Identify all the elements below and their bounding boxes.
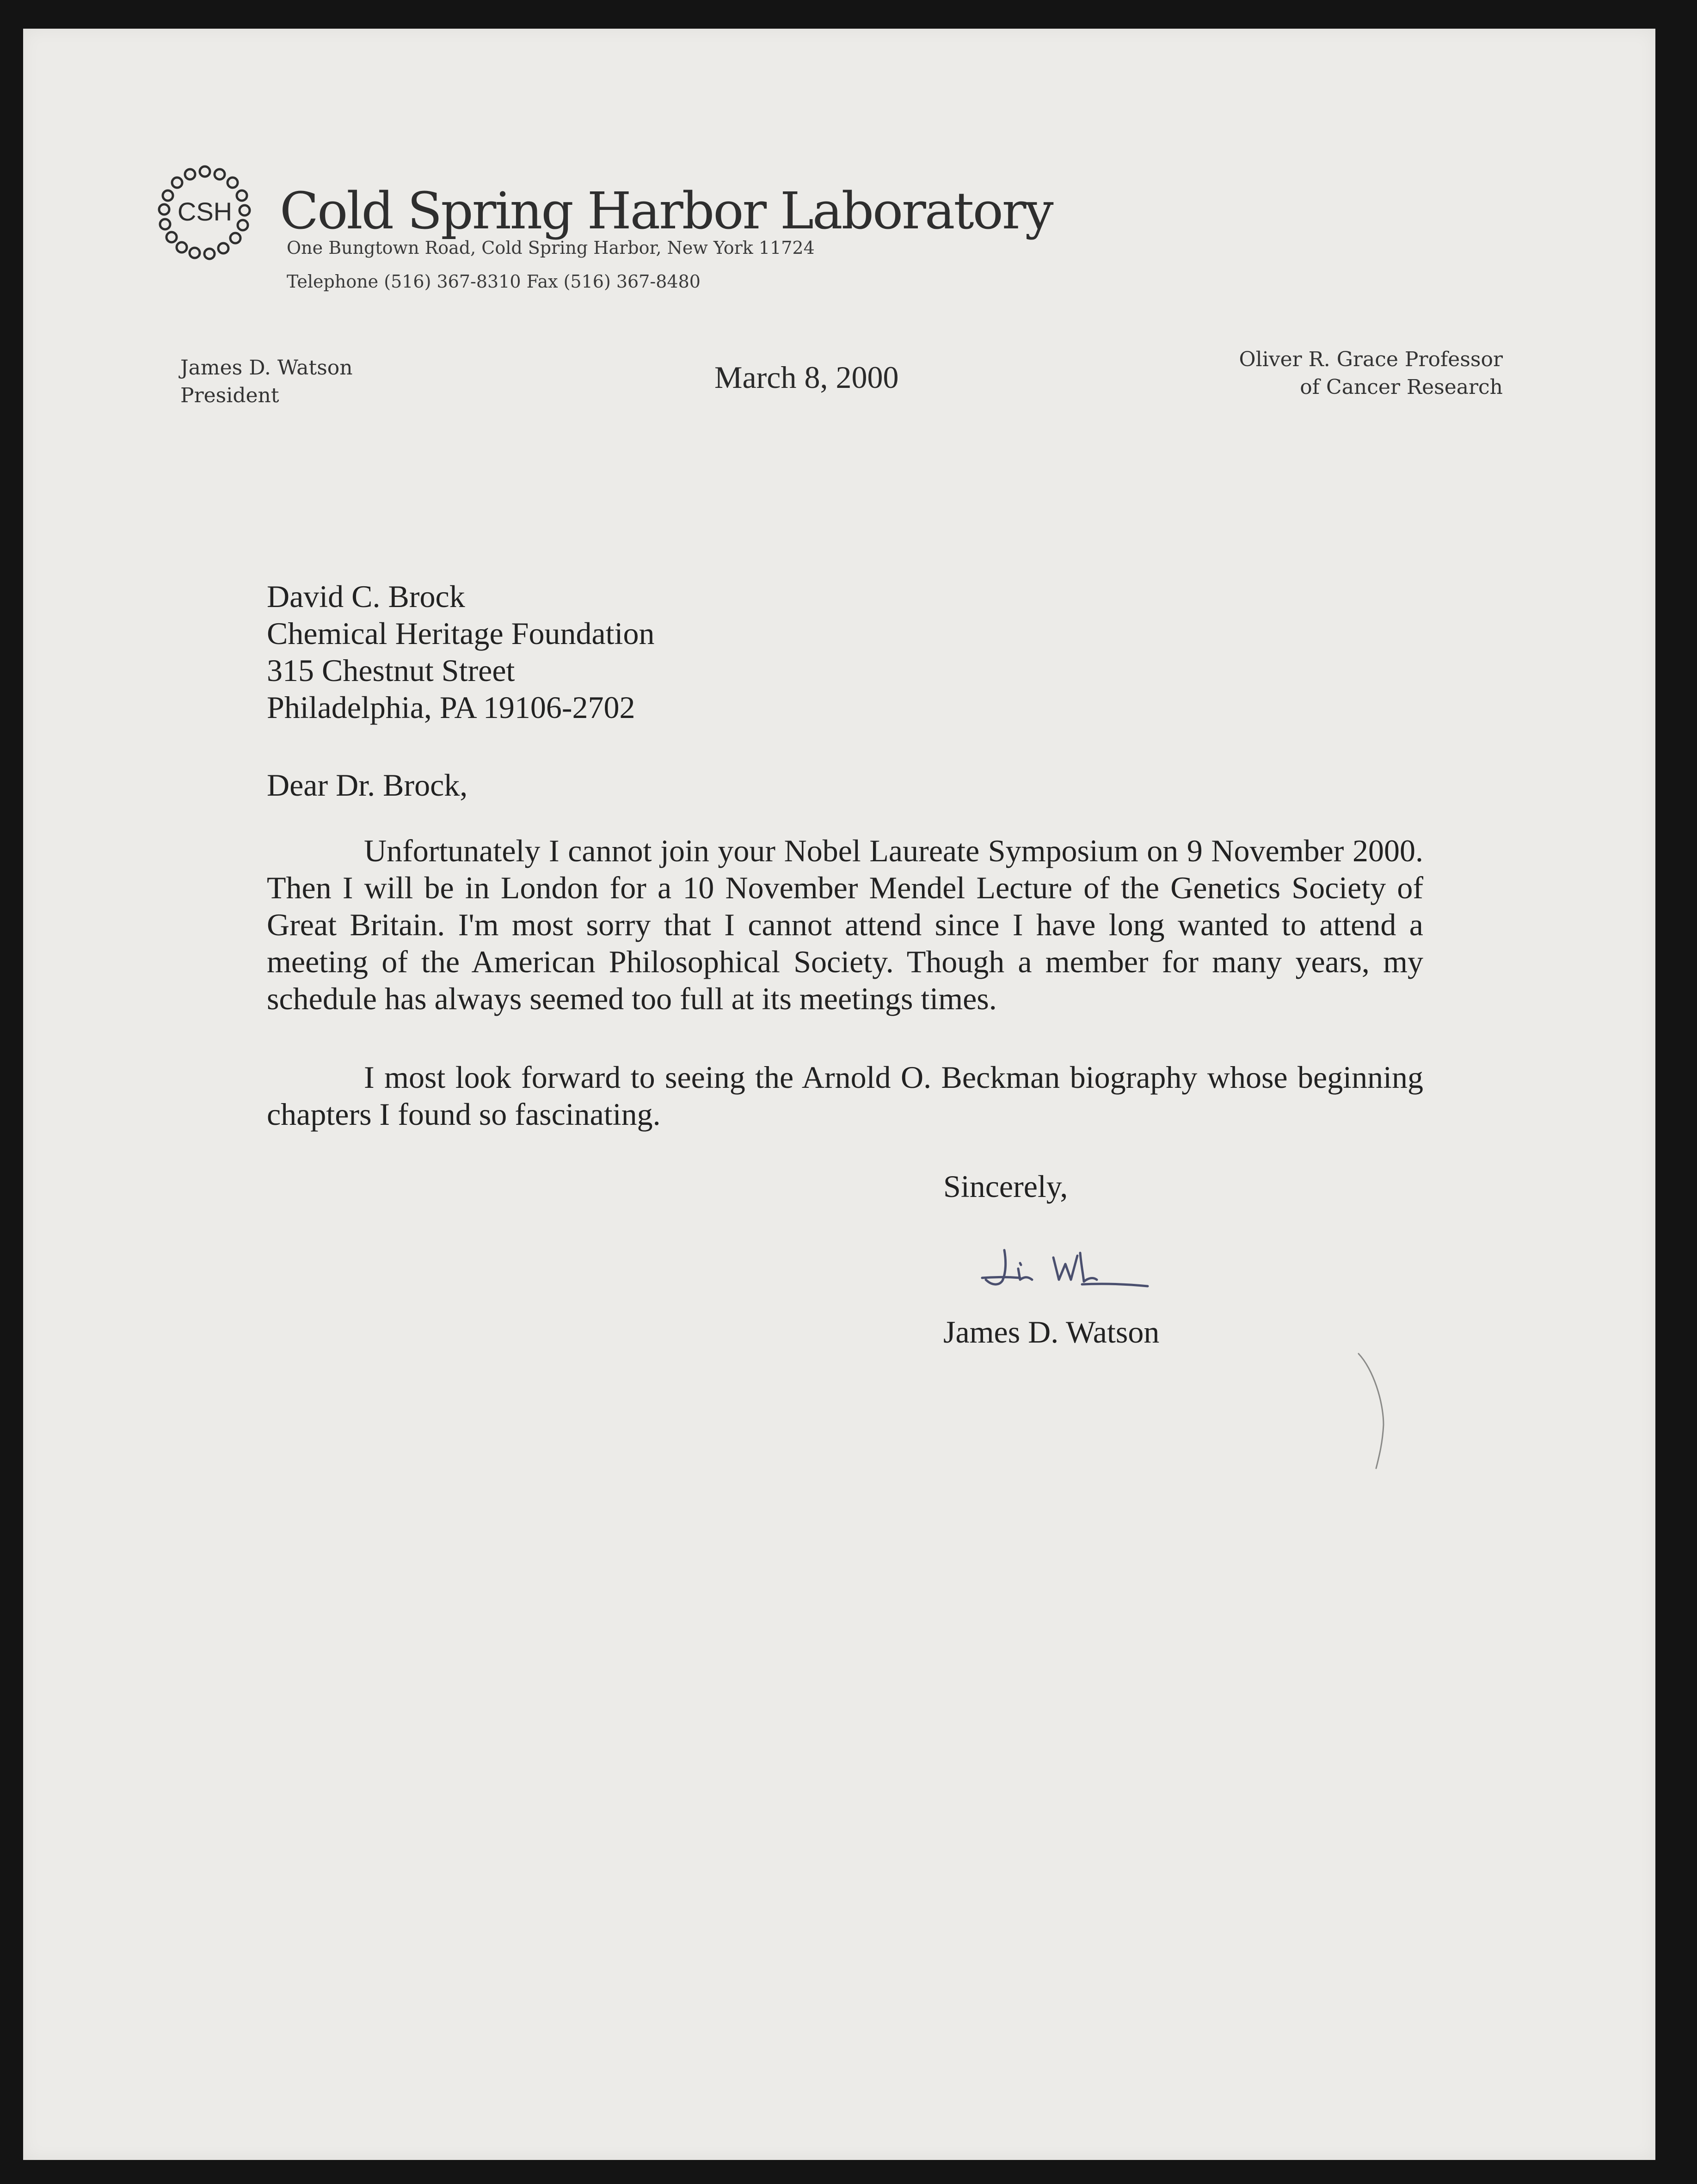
letter-date: March 8, 2000	[714, 360, 899, 395]
sender-name: James D. Watson	[180, 356, 353, 380]
pencil-mark	[1355, 1351, 1410, 1471]
organization-address: One Bungtown Road, Cold Spring Harbor, New York 11724	[287, 238, 815, 258]
letter-page	[23, 29, 1655, 2160]
chair-title-line1: Oliver R. Grace Professor	[1239, 348, 1503, 371]
chair-title-line2: of Cancer Research	[1300, 375, 1503, 399]
sender-title: President	[180, 384, 279, 407]
closing: Sincerely,	[943, 1169, 1068, 1204]
logo-text: CSH	[177, 197, 233, 226]
body-paragraph-2: I most look forward to seeing the Arnold O. Beckman biography whose beginning chapters I found so fascinating.	[267, 1060, 1423, 1132]
organization-name: Cold Spring Harbor Laboratory	[280, 181, 1052, 240]
recipient-address	[267, 578, 654, 726]
signer-name: James D. Watson	[943, 1314, 1160, 1350]
recipient-name: David C. Brock	[267, 579, 465, 614]
salutation: Dear Dr. Brock,	[267, 767, 468, 803]
recipient-street: 315 Chestnut Street	[267, 653, 515, 688]
csh-logo-icon	[154, 163, 256, 265]
chair-title-block	[1239, 346, 1503, 401]
body-paragraph-1: Unfortunately I cannot join your Nobel Laureate Symposium on 9 November 2000. Then I will be in London for a 10 November Mendel Lecture of the Genetics Society of Great Britain. I'm most sorry that I cannot attend since I have long wanted to attend a meeting of the American Philosophical Society. Though a member for many years, my schedule has always seemed too full at its meetings times.	[267, 833, 1423, 1016]
recipient-city: Philadelphia, PA 19106-2702	[267, 690, 635, 725]
organization-phone-fax: Telephone (516) 367-8310 Fax (516) 367-8480	[287, 271, 701, 292]
recipient-organization: Chemical Heritage Foundation	[267, 616, 655, 651]
sender-block	[180, 354, 353, 410]
handwritten-signature	[976, 1240, 1151, 1305]
